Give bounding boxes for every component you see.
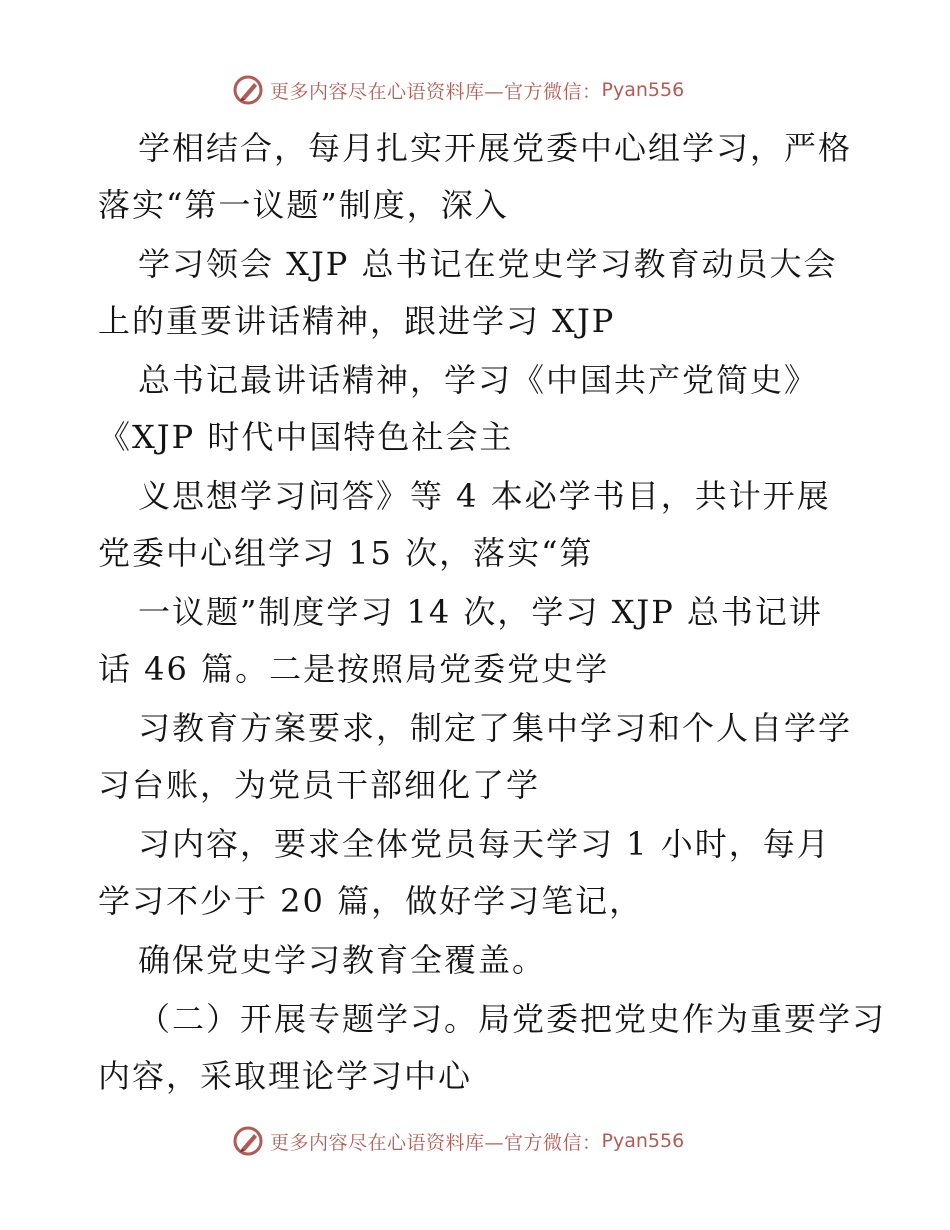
- footer-banner-text: 更多内容尽在心语资料库—官方微信：: [270, 1131, 602, 1154]
- body-line: 确保党史学习教育全覆盖。: [138, 941, 547, 979]
- body-line: 习台账，为党员干部细化了学: [98, 766, 541, 804]
- footer-banner: [232, 1123, 684, 1159]
- header-wechat-id: Pyan556: [601, 79, 685, 101]
- body-line: 一议题”制度学习 14 次，学习 XJP 总书记讲: [138, 593, 823, 631]
- body-line: 习内容，要求全体党员每天学习 1 小时，每月: [138, 825, 831, 863]
- body-line: 话 46 篇。二是按照局党委党史学: [98, 650, 610, 688]
- body-line: 总书记最讲话精神，学习《中国共产党简史》: [138, 361, 819, 399]
- body-line: 习教育方案要求，制定了集中学习和个人自学学: [138, 709, 853, 747]
- body-line: 落实“第一议题”制度，深入: [98, 186, 509, 224]
- footer-wechat-id: Pyan556: [601, 1130, 685, 1152]
- pen-logo-icon: [232, 1125, 264, 1157]
- body-line: 党委中心组学习 15 次，落实“第: [98, 534, 594, 572]
- body-line: 义思想学习问答》等 4 本必学书目，共计开展: [138, 477, 831, 515]
- body-line: （二）开展专题学习。局党委把党史作为重要学习: [138, 1000, 887, 1038]
- body-line: 《XJP 时代中国特色社会主: [98, 418, 514, 456]
- body-line: 学习领会 XJP 总书记在党史学习教育动员大会: [138, 245, 838, 283]
- body-line: 学习不少于 20 篇，做好学习笔记，: [98, 882, 644, 920]
- body-line: 内容，采取理论学习中心: [98, 1057, 473, 1095]
- header-banner-text: 更多内容尽在心语资料库—官方微信：: [270, 80, 602, 103]
- body-line: 学相结合，每月扎实开展党委中心组学习，严格: [138, 129, 853, 167]
- body-line: 上的重要讲话精神，跟进学习 XJP: [98, 302, 616, 340]
